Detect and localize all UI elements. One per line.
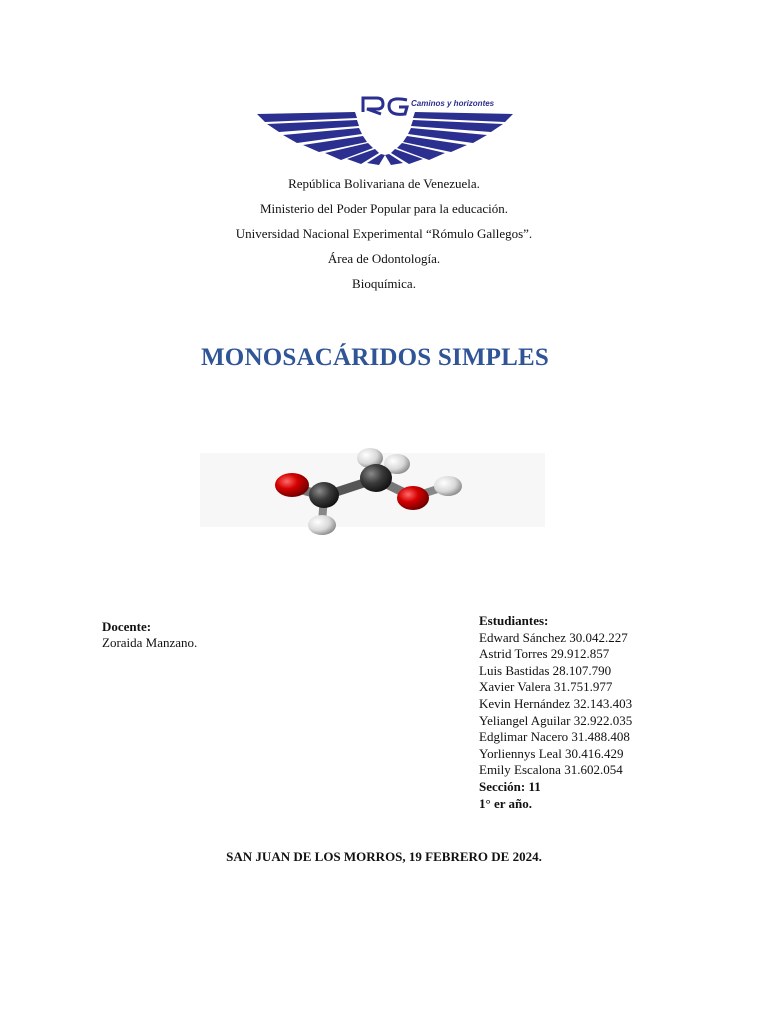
teacher-name: Zoraida Manzano. xyxy=(102,635,198,650)
student-item: Yorliennys Leal 30.416.429 xyxy=(479,745,624,761)
student-item: Yeliangel Aguilar 32.922.035 xyxy=(479,712,633,728)
student-item: Edward Sánchez 30.042.227 xyxy=(479,629,628,645)
section-label: Sección: 11 xyxy=(479,778,541,794)
students-label: Estudiantes: xyxy=(479,613,549,628)
student-item: Emily Escalona 31.602.054 xyxy=(479,762,623,778)
header-ministry: Ministerio del Poder Popular para la educación. xyxy=(259,201,508,216)
place-date: SAN JUAN DE LOS MORROS, 19 FEBRERO DE 2024. xyxy=(226,849,542,864)
students-block xyxy=(479,613,632,812)
year-label: 1° er año. xyxy=(479,795,532,811)
rg-monogram xyxy=(363,98,407,114)
logo-brand-text: Caminos y horizontes xyxy=(411,99,495,108)
student-item: Edglimar Nacero 31.488.408 xyxy=(479,729,630,745)
molecule-image xyxy=(200,445,545,535)
header-area: Área de Odontología. xyxy=(327,251,441,266)
student-item: Luis Bastidas 28.107.790 xyxy=(479,662,612,678)
university-logo xyxy=(255,92,515,166)
header-university: Universidad Nacional Experimental “Rómulo Gallegos”. xyxy=(235,226,533,241)
header-subject: Bioquímica. xyxy=(352,276,416,291)
header-republic: República Bolivariana de Venezuela. xyxy=(288,176,480,191)
document-title: MONOSACÁRIDOS SIMPLES xyxy=(201,344,549,371)
student-item: Astrid Torres 29.912.857 xyxy=(479,646,610,662)
teacher-block xyxy=(102,619,197,651)
student-item: Xavier Valera 31.751.977 xyxy=(479,679,613,695)
teacher-label: Docente: xyxy=(102,619,152,634)
student-item: Kevin Hernández 32.143.403 xyxy=(479,695,633,711)
